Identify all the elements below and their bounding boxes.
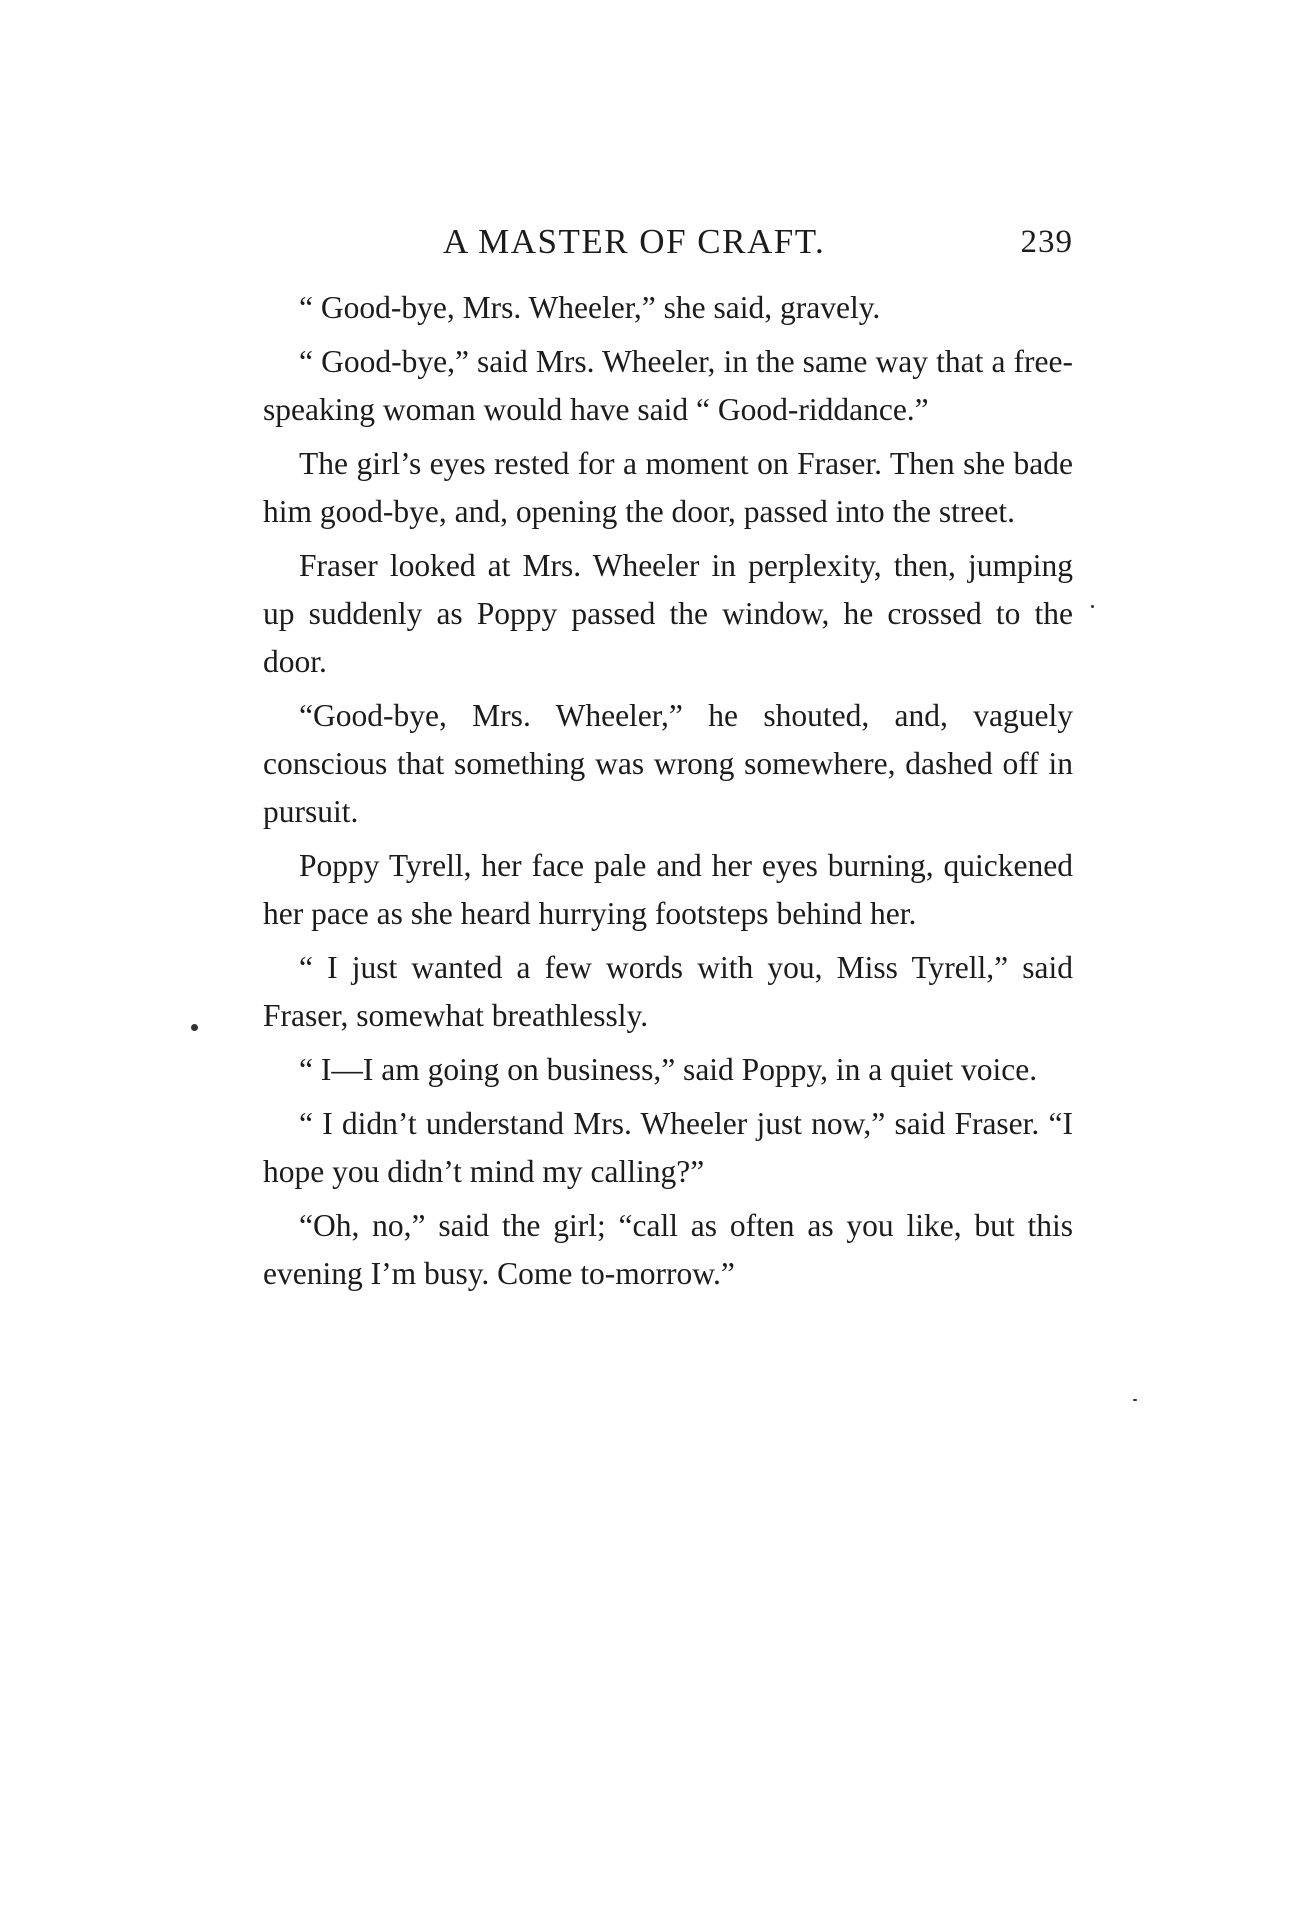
paragraph-3: The girl’s eyes rested for a moment on Fraser. Then she bade him good-bye, and, opening the door, passed into the street. [263, 446, 1073, 529]
paragraph-1: “ Good-bye, Mrs. Wheeler,” she said, gravely. [299, 290, 881, 325]
ink-speck-mark [191, 1024, 198, 1031]
page-number: 239 [1020, 224, 1073, 260]
ink-speck-mark [1091, 605, 1094, 608]
paragraph-6: Poppy Tyrell, her face pale and her eyes burning, quickened her pace as she heard hurrying footsteps behind her. [263, 848, 1073, 931]
paragraph-4: Fraser looked at Mrs. Wheeler in perplexity, then, jumping up suddenly as Poppy passed the window, he crossed to the door. [263, 548, 1073, 679]
running-head [263, 222, 1073, 268]
running-title: A MASTER OF CRAFT. [443, 222, 826, 261]
paragraph-7: “ I just wanted a few words with you, Miss Tyrell,” said Fraser, somewhat breathlessly. [263, 950, 1073, 1033]
paragraph-9: “ I didn’t understand Mrs. Wheeler just now,” said Fraser. “I hope you didn’t mind my calling?” [263, 1106, 1073, 1189]
ink-speck-mark [1133, 1399, 1137, 1401]
paragraph-5: “Good-bye, Mrs. Wheeler,” he shouted, and, vaguely conscious that something was wrong somewhere, dashed off in pursuit. [263, 698, 1073, 829]
paragraph-2: “ Good-bye,” said Mrs. Wheeler, in the same way that a free-speaking woman would have said “ Good-riddance.” [263, 344, 1073, 427]
body-text [263, 284, 1073, 1304]
paragraph-8: “ I—I am going on business,” said Poppy, in a quiet voice. [299, 1052, 1038, 1087]
paragraph-10: “Oh, no,” said the girl; “call as often as you like, but this evening I’m busy. Come to-morrow.” [263, 1208, 1073, 1291]
